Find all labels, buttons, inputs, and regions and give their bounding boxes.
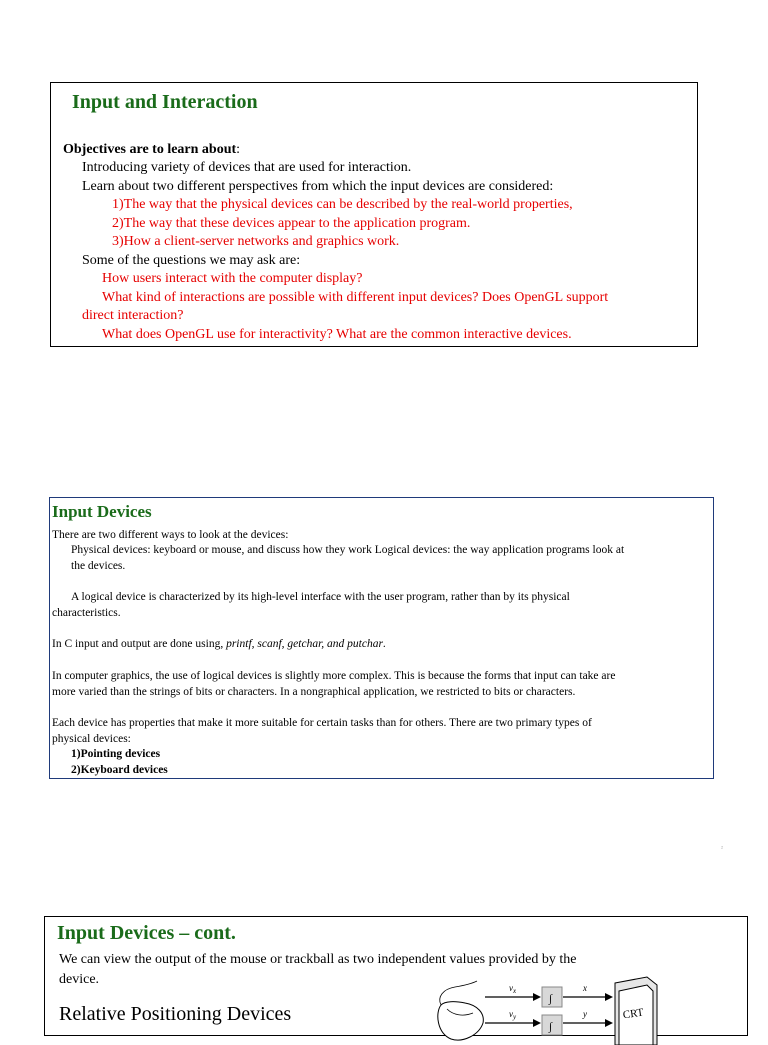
device-type: 2)Keyboard devices xyxy=(71,764,168,776)
page-mark: ² xyxy=(721,846,723,852)
body-line: more varied than the strings of bits or characters. In a nongraphical application, we restricted to bits or characters. xyxy=(52,686,576,698)
slide-title: Input Devices – cont. xyxy=(57,922,236,944)
slide-title: Input and Interaction xyxy=(72,91,258,113)
mouse-icon xyxy=(438,981,483,1040)
body-line: device. xyxy=(59,972,100,987)
x-label: x xyxy=(583,983,587,993)
body-line xyxy=(52,637,386,652)
integrator-symbol: ∫ xyxy=(549,993,553,1005)
objective-line: Learn about two different perspectives from which the input devices are considered: xyxy=(82,179,554,194)
perspective-point: 1)The way that the physical devices can be described by the real-world properties, xyxy=(112,197,573,212)
body-line: In computer graphics, the use of logical devices is slightly more complex. This is because the forms that input can take are xyxy=(52,670,616,682)
perspective-point: 3)How a client-server networks and graphics work. xyxy=(112,234,400,249)
body-line: We can view the output of the mouse or trackball as two independent values provided by the xyxy=(59,952,577,967)
vy-label: $v_y$ xyxy=(509,1009,517,1021)
crt-monitor-icon xyxy=(615,977,657,1045)
vx-label: $v_x$ xyxy=(509,983,517,995)
integrator-symbol: ∫ xyxy=(549,1021,553,1033)
body-line: There are two different ways to look at the devices: xyxy=(52,529,289,541)
question-line: What does OpenGL use for interactivity? What are the common interactive devices. xyxy=(102,327,572,342)
body-line: Physical devices: keyboard or mouse, and discuss how they work Logical devices: the way application programs look at xyxy=(71,544,625,556)
slide-input-devices-cont xyxy=(44,916,748,1036)
question-line: How users interact with the computer display? xyxy=(102,271,363,286)
body-line: physical devices: xyxy=(52,733,131,745)
body-line: the devices. xyxy=(71,560,126,572)
crt-label: CRT xyxy=(622,1006,645,1022)
c-io-prefix: In C input and output are done using, xyxy=(52,638,227,650)
objectives-bold: Objectives are to learn about xyxy=(63,142,237,157)
device-type: 1)Pointing devices xyxy=(71,748,161,760)
c-io-suffix: . xyxy=(382,638,386,650)
mouse-integrator-diagram xyxy=(433,975,663,1045)
subheading: Relative Positioning Devices xyxy=(59,1003,292,1025)
c-io-functions: printf, scanf, getchar, and putchar xyxy=(226,638,383,650)
question-line: What kind of interactions are possible with different input devices? Does OpenGL support xyxy=(102,290,609,305)
perspective-point: 2)The way that these devices appear to the application program. xyxy=(112,216,471,231)
objectives-heading xyxy=(63,141,240,159)
slide-title: Input Devices xyxy=(52,502,152,521)
slide-input-and-interaction xyxy=(50,82,698,347)
body-line: characteristics. xyxy=(52,607,121,619)
body-line: A logical device is characterized by its high-level interface with the user program, rather than by its physical xyxy=(71,591,570,603)
question-line: direct interaction? xyxy=(82,308,184,323)
slide-input-devices xyxy=(49,497,714,779)
questions-heading: Some of the questions we may ask are: xyxy=(82,253,301,268)
objective-line: Introducing variety of devices that are used for interaction. xyxy=(82,160,412,175)
objectives-colon: : xyxy=(236,142,241,157)
body-line: Each device has properties that make it more suitable for certain tasks than for others. There are two primary types of xyxy=(52,717,592,729)
y-label: y xyxy=(583,1009,587,1019)
